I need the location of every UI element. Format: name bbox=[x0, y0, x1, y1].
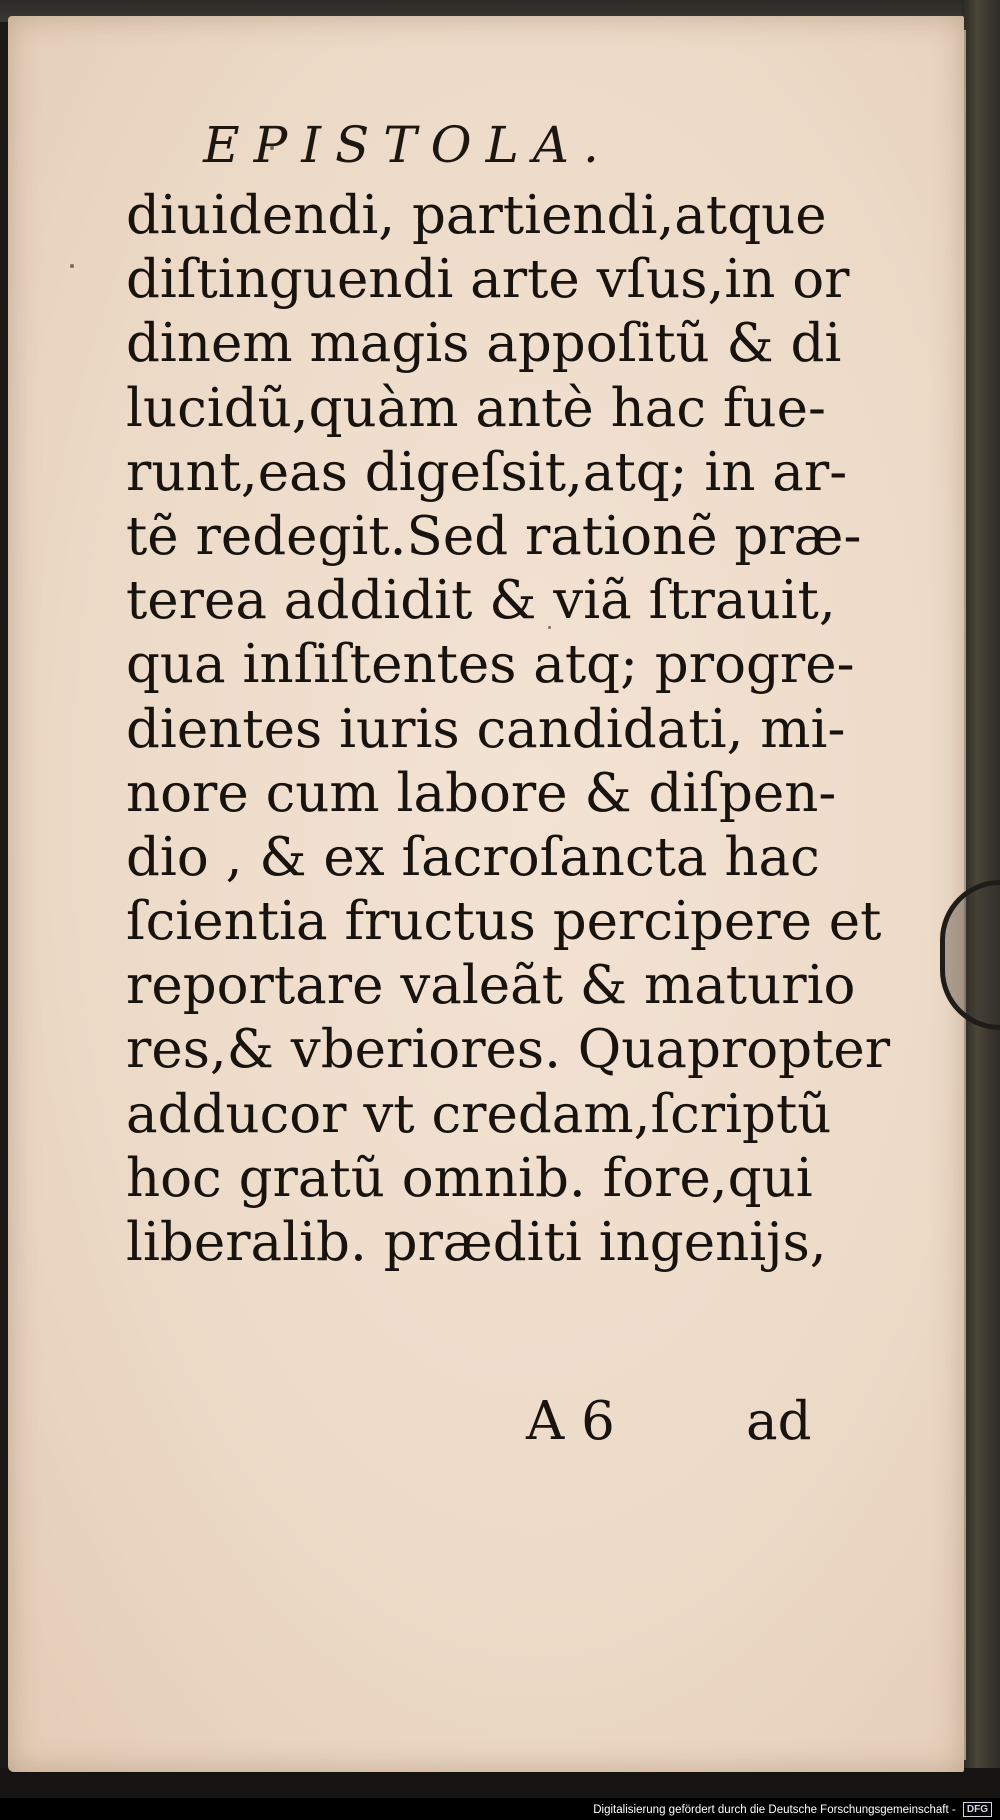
text-line: hoc gratũ omnib. fore,qui bbox=[126, 1147, 813, 1209]
text-line: diuidendi, partiendi,atque bbox=[126, 185, 827, 246]
text-line: liberalib. præditi ingenijs, bbox=[126, 1212, 827, 1273]
text-line: qua inſiſtentes atq; progre- bbox=[126, 634, 855, 696]
text-line: res,& vberiores. Quapropter bbox=[126, 1019, 891, 1081]
text-line: tẽ redegit.Sed rationẽ præ- bbox=[126, 505, 862, 567]
catchword: ad bbox=[746, 1391, 812, 1452]
body-text bbox=[126, 184, 891, 1275]
text-line: nore cum labore & diſpen- bbox=[126, 762, 837, 824]
digitization-credit bbox=[587, 1800, 992, 1820]
text-line: adducor vt credam,ſcriptũ bbox=[126, 1083, 832, 1145]
text-line: terea addidit & viã ſtrauit, bbox=[126, 570, 836, 632]
paper-speck bbox=[70, 264, 74, 268]
text-line: dientes iuris candidati, mi- bbox=[126, 698, 846, 760]
text-line: ſcientia fructus percipere et bbox=[126, 891, 882, 953]
book-page bbox=[8, 16, 964, 1772]
text-line: dio , & ex ſacroſancta hac bbox=[126, 826, 820, 888]
text-line: reportare valeãt & maturio bbox=[126, 955, 856, 1017]
text-line: lucidũ,quàm antè hac fue- bbox=[126, 377, 826, 439]
credit-text: Digitalisierung gefördert durch die Deutsche Forschungsgemeinschaft - bbox=[593, 1804, 956, 1816]
text-line: diſtinguendi arte vſus,in or bbox=[126, 249, 850, 311]
running-head: EPISTOLA. bbox=[203, 116, 613, 174]
text-line: runt,eas digeſsit,atq; in ar- bbox=[126, 441, 848, 503]
signature-line bbox=[126, 1391, 826, 1461]
signature-mark: A 6 bbox=[526, 1391, 615, 1452]
text-line: dinem magis appoſitũ & di bbox=[126, 313, 842, 375]
scan-background-bottom bbox=[0, 1768, 1000, 1798]
dfg-logo: DFG bbox=[963, 1802, 992, 1817]
